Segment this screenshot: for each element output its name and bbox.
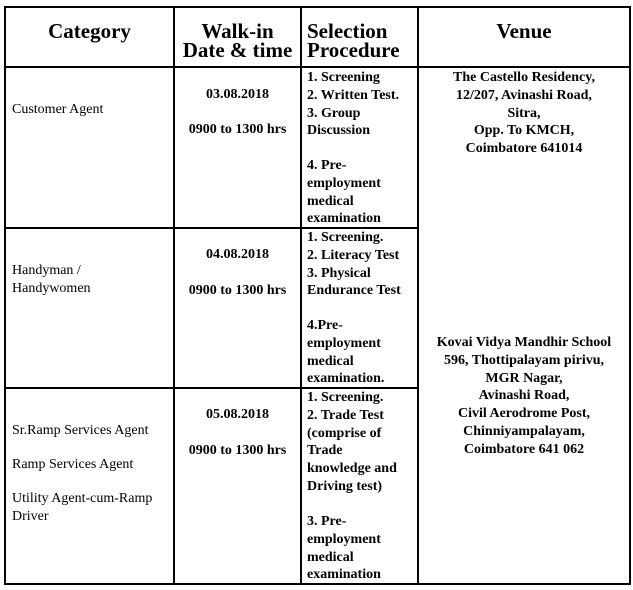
row1-date: 03.08.2018 — [206, 87, 269, 102]
row3-procedure-b: 3. Pre- employment medical examination — [307, 514, 381, 583]
row1-procedure-b: 4. Pre- employment medical examination — [307, 158, 381, 227]
row2-category: Handyman / Handywomen — [12, 263, 91, 296]
row2-procedure-a: 1. Screening. 2. Literacy Test 3. Physical Endurance Test — [307, 230, 401, 299]
header-walkin: Walk-in Date & time — [182, 19, 293, 62]
row3-date: 05.08.2018 — [206, 407, 269, 422]
rule-left — [4, 6, 6, 585]
row2-venue: Kovai Vidya Mandhir School 596, Thottipalayam pirivu, MGR Nagar, Avinashi Road, Civil Aerodrome Post, Chinniyampalayam, Coimbatore 641 062 — [436, 335, 612, 457]
row1-time: 0900 to 1300 hrs — [188, 122, 287, 137]
row1-venue: The Castello Residency, 12/207, Avinashi Road, Sitra, Opp. To KMCH, Coimbatore 641014 — [453, 70, 595, 157]
row3-time: 0900 to 1300 hrs — [188, 443, 287, 458]
header-selection: Selection Procedure — [307, 19, 400, 62]
row3-category-2: Ramp Services Agent — [12, 457, 134, 472]
row3-category-1: Sr.Ramp Services Agent — [12, 423, 149, 438]
row2-procedure-b: 4.Pre- employment medical examination. — [307, 318, 385, 387]
header-category: Category — [48, 19, 131, 43]
row2-time: 0900 to 1300 hrs — [188, 283, 287, 298]
row3-category-3: Utility Agent-cum-Ramp Driver — [12, 491, 153, 524]
rule-col2 — [300, 6, 302, 585]
rule-header-bottom — [4, 66, 630, 68]
row2-date: 04.08.2018 — [206, 247, 269, 262]
header-venue: Venue — [496, 19, 552, 43]
rule-right — [629, 6, 631, 585]
row1-procedure-a: 1. Screening 2. Written Test. 3. Group Discussion — [307, 70, 400, 139]
row1-category: Customer Agent — [12, 102, 104, 117]
row3-procedure-a: 1. Screening. 2. Trade Test (comprise of Trade knowledge and Driving test) — [307, 390, 397, 494]
rule-top — [4, 6, 630, 8]
